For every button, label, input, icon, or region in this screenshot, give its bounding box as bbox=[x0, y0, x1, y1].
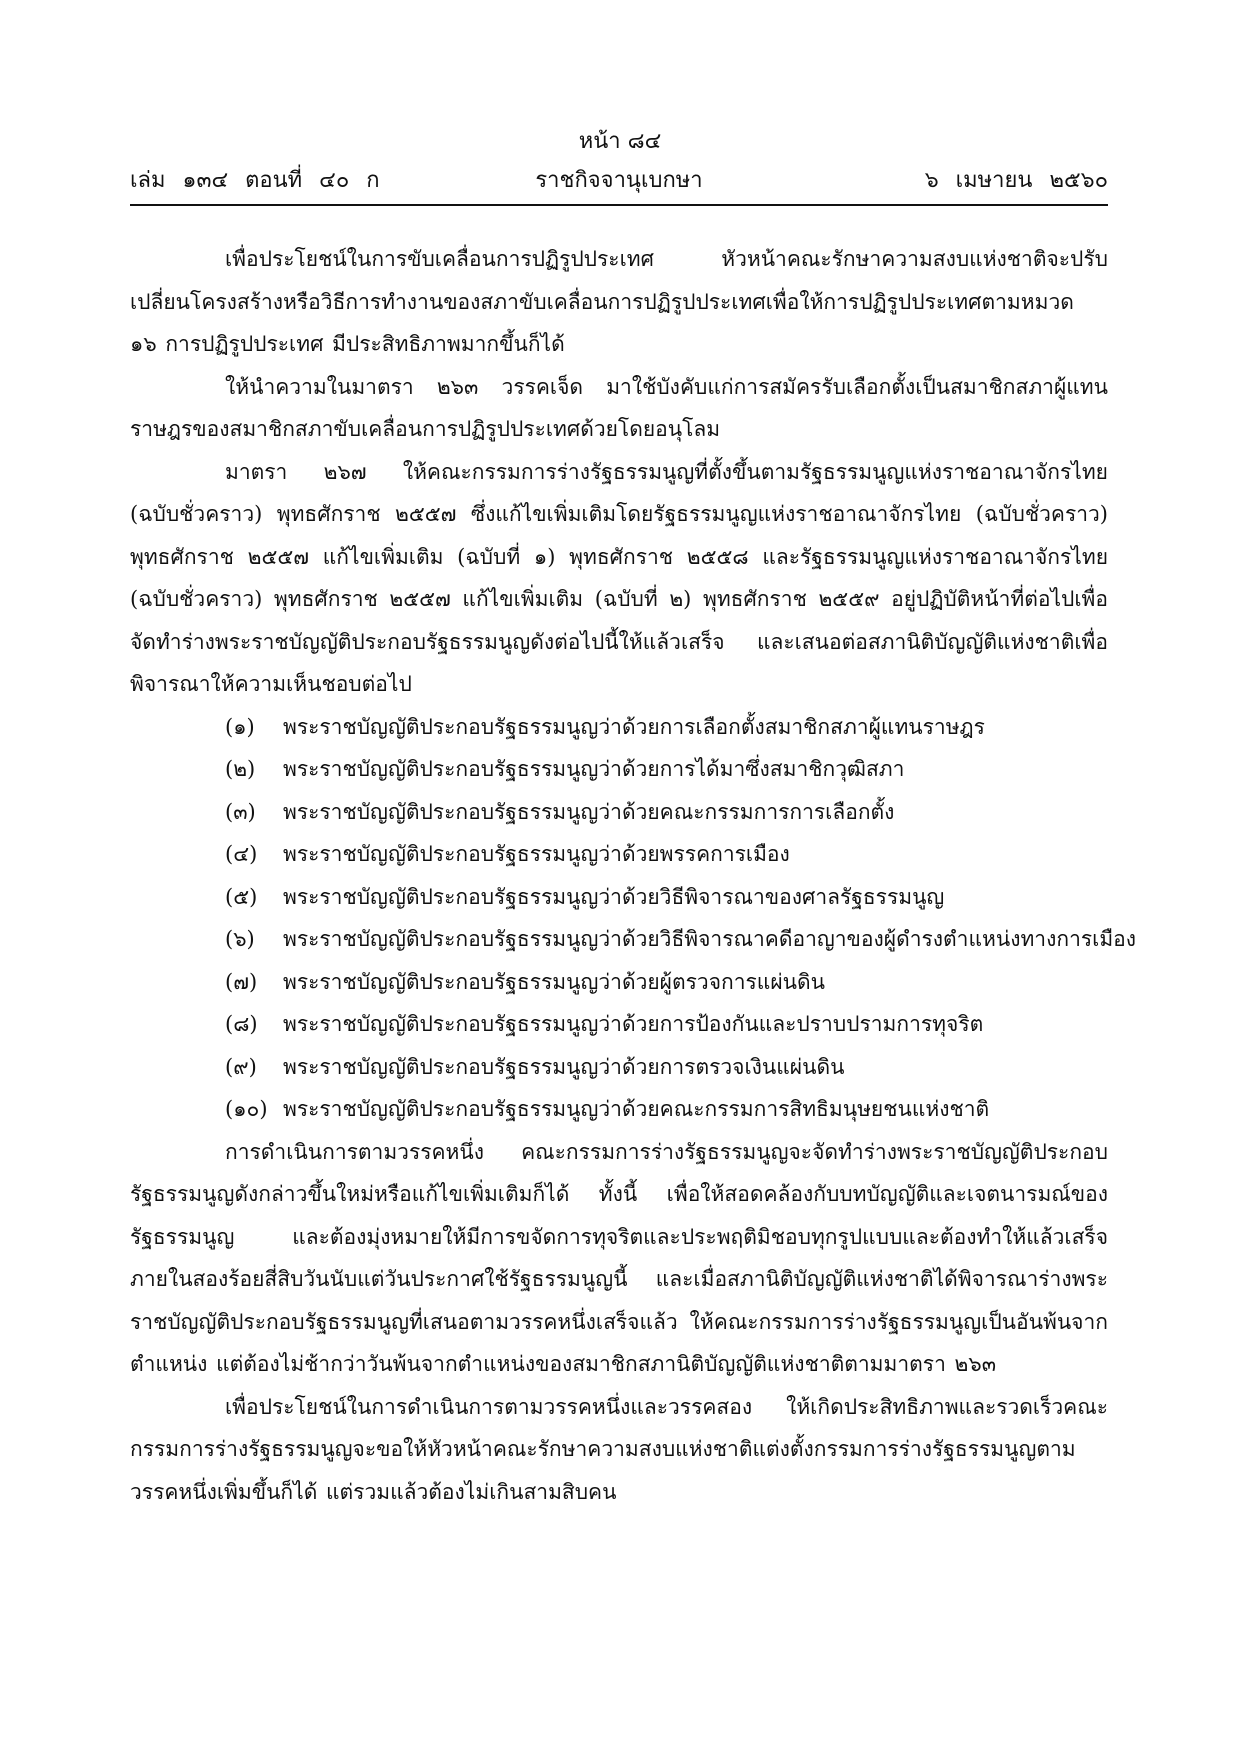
paragraph-2: ให้นำความในมาตรา ๒๖๓ วรรคเจ็ด มาใช้บังคับแก่การสมัครรับเลือกตั้งเป็นสมาชิกสภาผู้แทนราษฎรของสมาชิกสภาขับเคลื่อนการปฏิรูปประเทศด้วยโดยอนุโลม bbox=[130, 374, 1108, 441]
list-item bbox=[130, 961, 1108, 1004]
list-item-number: (๖) bbox=[225, 927, 255, 951]
list-item-number: (๒) bbox=[225, 757, 256, 781]
list-item-text: พระราชบัญญัติประกอบรัฐธรรมนูญว่าด้วยวิธีพิจารณาของศาลรัฐธรรมนูญ bbox=[283, 884, 945, 909]
paragraph-5: เพื่อประโยชน์ในการดำเนินการตามวรรคหนึ่งและวรรคสอง ให้เกิดประสิทธิภาพและรวดเร็วคณะกรรมการร่างรัฐธรรมนูญจะขอให้หัวหน้าคณะรักษาความสงบแห่งชาติแต่งตั้งกรรมการร่างรัฐธรรมนูญตามวรรคหนึ่งเพิ่มขึ้นก็ได้ แต่รวมแล้วต้องไม่เกินสามสิบคน bbox=[130, 1394, 1108, 1504]
list-item-text: พระราชบัญญัติประกอบรัฐธรรมนูญว่าด้วยวิธีพิจารณาคดีอาญาของผู้ดำรงตำแหน่งทางการเมือง bbox=[283, 927, 1137, 951]
organic-laws-list bbox=[130, 706, 1137, 1131]
list-item-text: พระราชบัญญัติประกอบรัฐธรรมนูญว่าด้วยการป้องกันและปราบปรามการทุจริต bbox=[283, 1012, 984, 1036]
list-item bbox=[130, 791, 1108, 834]
list-item-number: (๔) bbox=[225, 842, 258, 866]
list-item bbox=[130, 876, 1108, 919]
list-item bbox=[130, 748, 1108, 791]
list-item bbox=[130, 918, 1137, 961]
publication-title: ราชกิจจานุเบกษา bbox=[535, 168, 703, 193]
list-item-number: (๘) bbox=[225, 1012, 258, 1036]
page-number: หน้า ๘๔ bbox=[578, 129, 662, 154]
list-item-text: พระราชบัญญัติประกอบรัฐธรรมนูญว่าด้วยการได้มาซึ่งสมาชิกวุฒิสภา bbox=[283, 757, 905, 781]
list-item bbox=[130, 1088, 1108, 1131]
paragraph-section-267: มาตรา ๒๖๗ ให้คณะกรรมการร่างรัฐธรรมนูญที่ตั้งขึ้นตามรัฐธรรมนูญแห่งราชอาณาจักรไทย (ฉบับชั่วคราว) พุทธศักราช ๒๕๕๗ ซึ่งแก้ไขเพิ่มเติมโดยรัฐธรรมนูญแห่งราชอาณาจักรไทย (ฉบับชั่วคราว) พุทธศักราช ๒๕๕๗ แก้ไขเพิ่มเติม (ฉบับที่ ๑) พุทธศักราช ๒๕๕๘ และรัฐธรรมนูญแห่งราชอาณาจักรไทย (ฉบับชั่วคราว) พุทธศักราช ๒๕๕๗ แก้ไขเพิ่มเติม (ฉบับที่ ๒) พุทธศักราช ๒๕๕๙ อยู่ปฏิบัติหน้าที่ต่อไปเพื่อจัดทำร่างพระราชบัญญัติประกอบรัฐธรรมนูญดังต่อไปนี้ให้แล้วเสร็จ และเสนอต่อสภานิติบัญญัติแห่งชาติเพื่อพิจารณาให้ความเห็นชอบต่อไป bbox=[130, 459, 1108, 696]
list-item-number: (๑๐) bbox=[225, 1097, 268, 1121]
publication-date: ๖ เมษายน ๒๕๖๐ bbox=[924, 168, 1108, 193]
list-item-number: (๑) bbox=[225, 714, 255, 739]
list-item-text: พระราชบัญญัติประกอบรัฐธรรมนูญว่าด้วยคณะกรรมการสิทธิมนุษยชนแห่งชาติ bbox=[283, 1097, 990, 1121]
volume-issue: เล่ม ๑๓๔ ตอนที่ ๔๐ ก bbox=[130, 168, 380, 193]
list-item-text: พระราชบัญญัติประกอบรัฐธรรมนูญว่าด้วยพรรคการเมือง bbox=[283, 842, 790, 866]
paragraph-1: เพื่อประโยชน์ในการขับเคลื่อนการปฏิรูปประเทศ หัวหน้าคณะรักษาความสงบแห่งชาติจะปรับเปลี่ยนโครงสร้างหรือวิธีการทำงานของสภาขับเคลื่อนการปฏิรูปประเทศเพื่อให้การปฏิรูปประเทศตามหมวด ๑๖ การปฏิรูปประเทศ มีประสิทธิภาพมากขึ้นก็ได้ bbox=[130, 247, 1108, 356]
list-item-text: พระราชบัญญัติประกอบรัฐธรรมนูญว่าด้วยการตรวจเงินแผ่นดิน bbox=[283, 1054, 845, 1079]
paragraph-4: การดำเนินการตามวรรคหนึ่ง คณะกรรมการร่างรัฐธรรมนูญจะจัดทำร่างพระราชบัญญัติประกอบรัฐธรรมนูญดังกล่าวขึ้นใหม่หรือแก้ไขเพิ่มเติมก็ได้ ทั้งนี้ เพื่อให้สอดคล้องกับบทบัญญัติและเจตนารมณ์ของรัฐธรรมนูญ และต้องมุ่งหมายให้มีการขจัดการทุจริตและประพฤติมิชอบทุกรูปแบบและต้องทำให้แล้วเสร็จภายในสองร้อยสี่สิบวันนับแต่วันประกาศใช้รัฐธรรมนูญนี้ และเมื่อสภานิติบัญญัติแห่งชาติได้พิจารณาร่างพระราชบัญญัติประกอบรัฐธรรมนูญที่เสนอตามวรรคหนึ่งเสร็จแล้ว ให้คณะกรรมการร่างรัฐธรรมนูญเป็นอันพ้นจากตำแหน่ง แต่ต้องไม่ช้ากว่าวันพ้นจากตำแหน่งของสมาชิกสภานิติบัญญัติแห่งชาติตามมาตรา ๒๖๓ bbox=[130, 1139, 1108, 1376]
list-item bbox=[130, 833, 1108, 876]
document-body bbox=[130, 238, 1137, 1513]
list-item-number: (๓) bbox=[225, 799, 256, 824]
list-item bbox=[130, 1046, 1108, 1089]
list-item bbox=[130, 1003, 1108, 1046]
gazette-header bbox=[130, 164, 1108, 198]
list-item-text: พระราชบัญญัติประกอบรัฐธรรมนูญว่าด้วยคณะกรรมการการเลือกตั้ง bbox=[283, 799, 895, 824]
list-item-number: (๕) bbox=[225, 884, 258, 909]
list-item-text: พระราชบัญญัติประกอบรัฐธรรมนูญว่าด้วยผู้ตรวจการแผ่นดิน bbox=[283, 969, 825, 994]
header-divider bbox=[130, 204, 1108, 206]
list-item-text: พระราชบัญญัติประกอบรัฐธรรมนูญว่าด้วยการเลือกตั้งสมาชิกสภาผู้แทนราษฎร bbox=[283, 714, 985, 739]
list-item-number: (๙) bbox=[225, 1054, 257, 1079]
list-item-number: (๗) bbox=[225, 969, 258, 994]
list-item bbox=[130, 706, 1108, 749]
